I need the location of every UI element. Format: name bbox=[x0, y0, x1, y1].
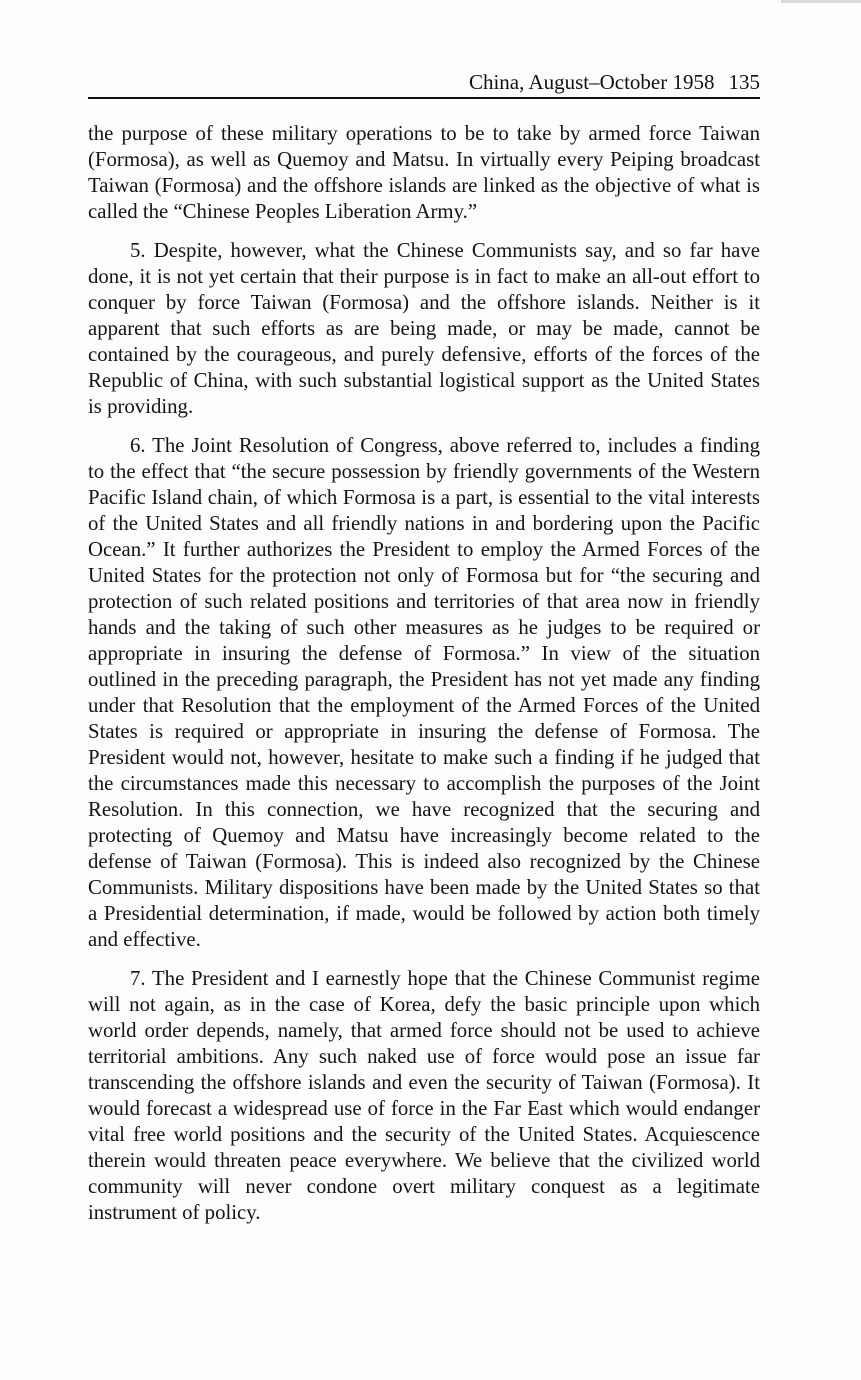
running-title: China, August–October 1958 bbox=[468, 70, 715, 94]
header-rule bbox=[88, 97, 760, 99]
scan-edge-mark bbox=[781, 0, 861, 3]
paragraph-5: 5. Despite, however, what the Chinese Communists say, and so far have done, it is not yet certain that their purpose is in fact to make an all-out effort to conquer by force Taiwan (Formosa) and the offshore islands. Neither is it apparent that such efforts as are being made, or may be made, cannot be contained by the courageous, and purely defensive, efforts of the forces of the Republic of China, with such substantial logistical support as the United States is providing. bbox=[88, 239, 760, 418]
running-head bbox=[88, 70, 760, 95]
paragraph-6: 6. The Joint Resolution of Congress, above referred to, includes a finding to the effect that “the secure possession by friendly governments of the Western Pacific Island chain, of which Formosa is a part, is essential to the vital interests of the United States and all friendly nations in and bordering upon the Pacific Ocean.” It further authorizes the President to employ the Armed Forces of the United States for the protection not only of Formosa but for “the securing and protection of such related positions and territories of that area now in friendly hands and the taking of such other measures as he judges to be required or appropriate in insuring the defense of Formosa.” In view of the situation outlined in the preceding paragraph, the President has not yet made any finding under that Resolution that the employment of the Armed Forces of the United States is required or appropriate in insuring the defense of Formosa. The President would not, however, hesitate to make such a finding if he judged that the circumstances made this necessary to accomplish the purposes of the Joint Resolution. In this connection, we have recognized that the securing and protecting of Quemoy and Matsu have increasingly become related to the defense of Taiwan (Formosa). This is indeed also recognized by the Chinese Communists. Military dispositions have been made by the United States so that a Presidential determination, if made, would be followed by action both timely and effective. bbox=[88, 434, 760, 951]
page-number: 135 bbox=[728, 70, 760, 94]
body-text bbox=[88, 121, 760, 1239]
paragraph-7: 7. The President and I earnestly hope that the Chinese Communist regime will not again, as in the case of Korea, defy the basic principle upon which world order depends, namely, that armed force should not be used to achieve territorial ambitions. Any such naked use of force would pose an issue far transcending the offshore islands and even the security of Taiwan (Formosa). It would forecast a widespread use of force in the Far East which would endanger vital free world positions and the security of the United States. Acquiescence therein would threaten peace everywhere. We believe that the civilized world community will never condone overt military conquest as a legitimate instrument of policy. bbox=[88, 967, 760, 1224]
paragraph-continuation: the purpose of these military operations to be to take by armed force Taiwan (Formosa), as well as Quemoy and Matsu. In virtually every Peiping broadcast Taiwan (Formosa) and the offshore islands are linked as the objective of what is called the “Chinese Peoples Liberation Army.” bbox=[88, 122, 760, 223]
